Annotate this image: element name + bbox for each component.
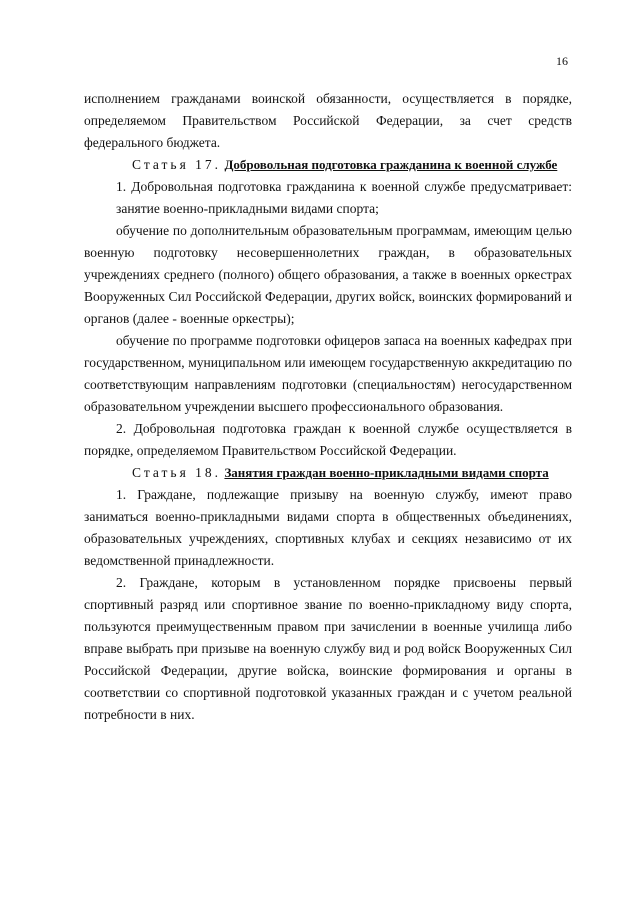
article-17-label: Статья 17. <box>132 157 222 172</box>
article-17-title: Добровольная подготовка гражданина к военной службе <box>224 157 558 172</box>
page-number: 16 <box>556 54 568 68</box>
article-17-paragraph-2: занятие военно-прикладными видами спорта; <box>116 201 379 216</box>
article-18-heading <box>84 462 572 484</box>
article-17-paragraph-5: 2. Добровольная подготовка граждан к военной службе осуществляется в порядке, определяемом Правительством Российской Федерации. <box>84 421 572 458</box>
document-body <box>84 88 572 726</box>
article-18-paragraph-1: 1. Граждане, подлежащие призыву на военную службу, имеют право заниматься военно-прикладными видами спорта в общественных объединениях, образовательных учреждениях, спортивных клубах и секциях независимо от их ведомственной принадлежности. <box>84 487 572 568</box>
intro-paragraph: исполнением гражданами воинской обязанности, осуществляется в порядке, определяемом Правительством Российской Федерации, за счет средств федерального бюджета. <box>84 91 572 150</box>
article-18-title: Занятия граждан военно-прикладными видами спорта <box>224 465 549 480</box>
article-17-heading <box>84 154 572 176</box>
article-17-paragraph-3: обучение по дополнительным образовательным программам, имеющим целью военную подготовку несовершеннолетних граждан, в образовательных учреждениях среднего (полного) общего образования, а также в военных оркестрах Вооруженных Сил Российской Федерации, других войск, воинских формирований и органов (далее - военные оркестры); <box>84 223 572 326</box>
article-17-paragraph-1: 1. Добровольная подготовка гражданина к военной службе предусматривает: <box>116 179 572 194</box>
article-17-paragraph-4: обучение по программе подготовки офицеров запаса на военных кафедрах при государственном, муниципальном или имеющем государственную аккредитацию по соответствующим направлениям подготовки (специальностям) негосударственном образовательном учреждении высшего профессионального образования. <box>84 333 572 414</box>
article-18-label: Статья 18. <box>132 465 222 480</box>
article-18-paragraph-2: 2. Граждане, которым в установленном порядке присвоены первый спортивный разряд или спортивное звание по военно-прикладному виду спорта, пользуются преимущественным правом при зачислении в военные училища либо вправе выбрать при призыве на военную службу вид и род войск Вооруженных Сил Российской Федерации, другие войска, воинские формирования и органы в соответствии со спортивной подготовкой указанных граждан и с учетом реальной потребности в них. <box>84 575 572 722</box>
